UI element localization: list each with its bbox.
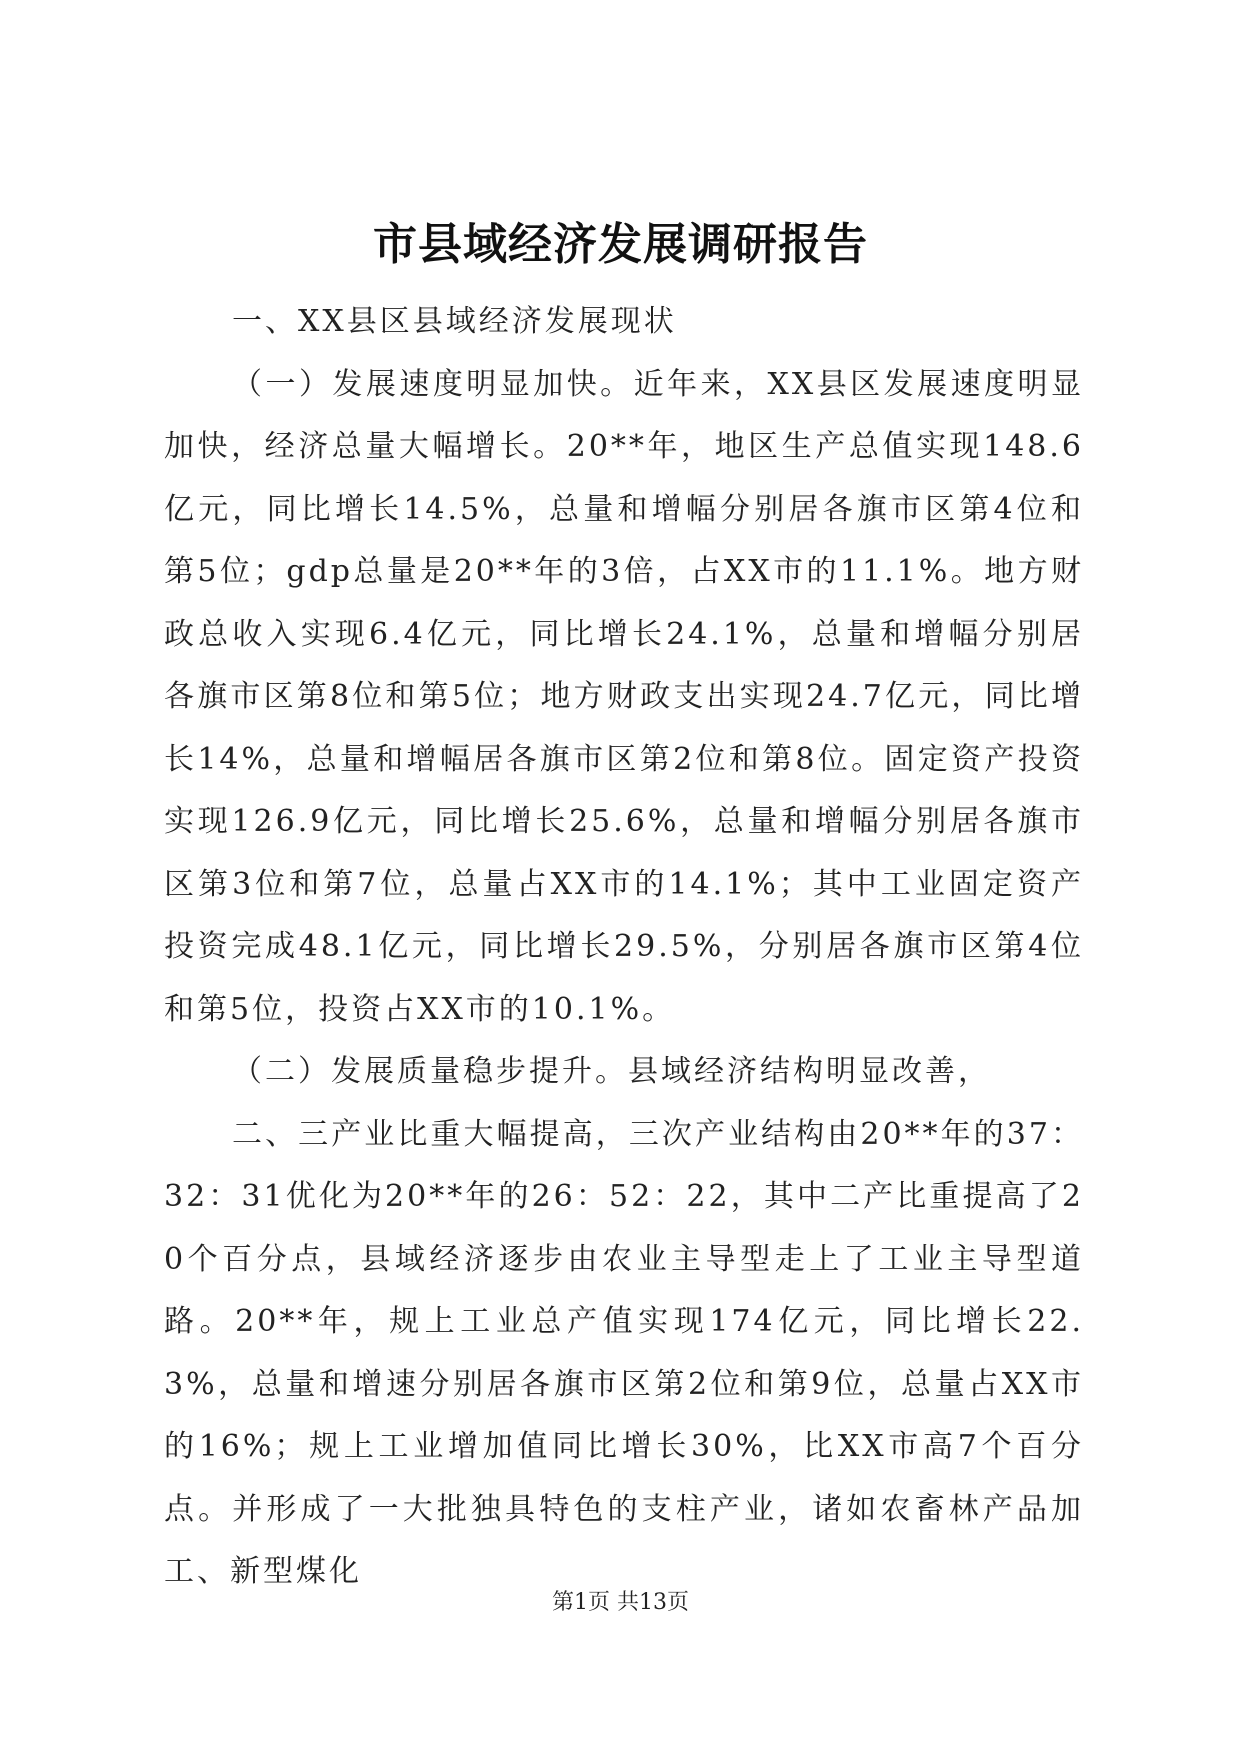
paragraph-development-speed: （一）发展速度明显加快。近年来，XX县区发展速度明显加快，经济总量大幅增长。20**年，地区生产总值实现148.6亿元，同比增长14.5%，总量和增幅分别居各旗市区第4位和第5位；gdp总量是20**年的3倍，占XX市的11.1%。地方财政总收入实现6.4亿元，同比增长24.1%，总量和增幅分别居各旗市区第8位和第5位；地方财政支出实现24.7亿元，同比增长14%，总量和增幅居各旗市区第2位和第8位。固定资产投资实现126.9亿元，同比增长25.6%，总量和增幅分别居各旗市区第3位和第7位，总量占XX市的14.1%；其中工业固定资产投资完成48.1亿元，同比增长29.5%，分别居各旗市区第4位和第5位，投资占XX市的10.1%。 bbox=[164, 366, 1084, 1027]
page-number: 第1页 共13页 bbox=[552, 1590, 689, 1615]
document-body bbox=[164, 291, 1084, 1604]
paragraph-industry-structure: 二、三产业比重大幅提高，三次产业结构由20**年的37：32：31优化为20**年的26：52：22，其中二产比重提高了20个百分点，县域经济逐步由农业主导型走上了工业主导型道路。20**年，规上工业总产值实现174亿元，同比增长22.3%，总量和增速分别居各旗市区第2位和第9位，总量占XX市的16%；规上工业增加值同比增长30%，比XX市高7个百分点。并形成了一大批独具特色的支柱产业，诸如农畜林产品加工、新型煤化 bbox=[164, 1116, 1084, 1589]
section-heading: 一、XX县区县域经济发展现状 bbox=[232, 304, 677, 339]
paragraph-development-quality: （二）发展质量稳步提升。县域经济结构明显改善， bbox=[232, 1054, 991, 1089]
document-title: 市县域经济发展调研报告 bbox=[373, 219, 868, 270]
